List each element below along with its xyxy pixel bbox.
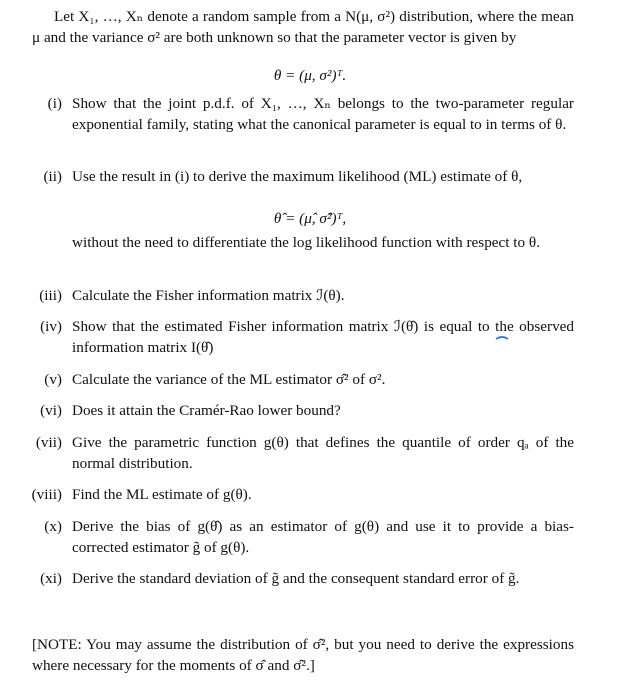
item-label: (i) (47, 95, 62, 112)
item-text: Show that the joint p.d.f. of X₁, …, Xₙ belongs to the two-parameter regular exponential family, stating what the canonical parameter is equal to in terms of θ. (72, 95, 574, 133)
item-label: (viii) (31, 486, 62, 503)
item-label: (iv) (40, 318, 62, 335)
item-text: Does it attain the Cramér-Rao lower bound? (72, 402, 341, 419)
ml-estimate-equation: θ̂ = (μ̂, σ̂²)ᵀ, (273, 210, 347, 227)
spellcheck-squiggle-mark (494, 334, 510, 342)
item-text: Derive the standard deviation of g̃ and the consequent standard error of g̃. (72, 570, 520, 587)
item-text: Give the parametric function g(θ) that defines the quantile of order qₐ of the normal distribution. (72, 434, 574, 472)
item-text: without the need to differentiate the log likelihood function with respect to θ. (72, 234, 540, 251)
item-label: (v) (44, 371, 62, 388)
item-text: Derive the bias of g(θ̂) as an estimator of g(θ) and use it to provide a bias-corrected estimator g̃ of g(θ). (72, 518, 574, 556)
item-text: Find the ML estimate of g(θ). (72, 486, 252, 503)
item-label: (xi) (40, 570, 62, 587)
parameter-vector-equation: θ = (μ, σ²)ᵀ. (273, 67, 347, 84)
item-label: (vii) (35, 434, 62, 451)
item-label: (ii) (43, 168, 62, 185)
item-text: Calculate the Fisher information matrix ℐ(θ). (72, 287, 345, 304)
note-paragraph: [NOTE: You may assume the distribution of σ̂², but you need to derive the expressions where necessary for the moments of σ̂ and σ̂².] (32, 636, 574, 674)
item-label: (iii) (39, 287, 62, 304)
item-text: Show that the estimated Fisher information matrix ℐ(θ̂) is equal to the observed information matrix I(θ̂) (72, 318, 574, 356)
item-label: (vi) (40, 402, 62, 419)
item-text: Use the result in (i) to derive the maximum likelihood (ML) estimate of θ, (72, 168, 523, 185)
intro-paragraph: Let X₁, …, Xₙ denote a random sample from a N(μ, σ²) distribution, where the mean μ and the variance σ² are both unknown so that the parameter vector is given by (32, 8, 574, 46)
item-text: Calculate the variance of the ML estimator σ̂² of σ². (72, 371, 386, 388)
item-label: (x) (44, 518, 62, 535)
